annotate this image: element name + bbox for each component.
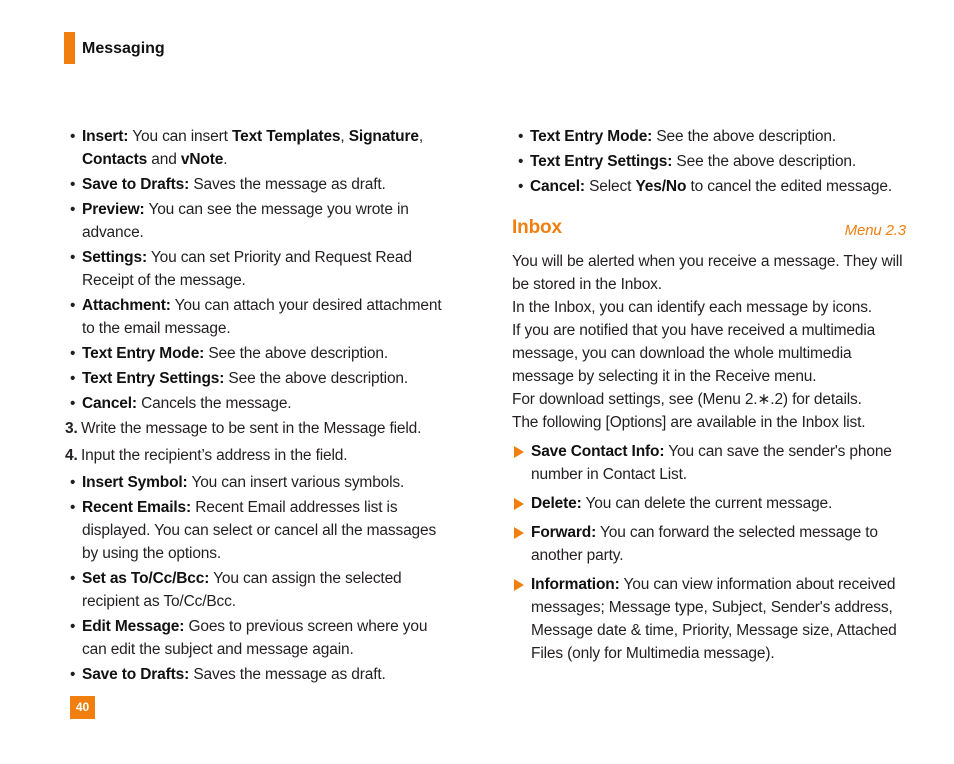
bullet-insert bbox=[64, 125, 454, 171]
page-number-badge: 40 bbox=[70, 696, 95, 719]
inbox-section-header bbox=[512, 216, 912, 246]
step-text: Input the recipient’s address in the field. bbox=[81, 447, 348, 464]
bullet-label: Set as To/Cc/Bcc: bbox=[82, 570, 210, 587]
keyword-contacts: Contacts bbox=[82, 151, 148, 168]
option-text: You can save the sender's phone number in Contact List. bbox=[531, 443, 892, 483]
bullet-text: You can see the message you wrote in advance. bbox=[82, 201, 409, 241]
bullet-label: Text Entry Settings: bbox=[82, 370, 225, 387]
bullet-text: See the above description. bbox=[204, 345, 388, 362]
bullet-preview bbox=[64, 198, 454, 244]
left-column bbox=[64, 125, 454, 688]
keyword-vnote: vNote bbox=[180, 151, 224, 168]
bullet-edit-message bbox=[64, 615, 454, 661]
bullet-text: See the above description. bbox=[652, 128, 836, 145]
bullet-save-to-drafts-2 bbox=[64, 663, 454, 686]
bullet-text: You can assign the selected recipient as To/Cc/Bcc. bbox=[82, 570, 402, 610]
bullet-text-entry-settings bbox=[64, 367, 454, 390]
option-label: Delete: bbox=[531, 495, 582, 512]
section-title: Inbox bbox=[512, 217, 562, 238]
inbox-paragraph: The following [Options] are available in the Inbox list. bbox=[512, 414, 866, 431]
bullet-text: . bbox=[223, 151, 228, 168]
bullet-label: Save to Drafts: bbox=[82, 176, 190, 193]
option-forward bbox=[512, 521, 912, 567]
bullet-text: Saves the message as draft. bbox=[189, 176, 386, 193]
bullet-text: Recent Email addresses list is displayed. You can select or cancel all the massages by using the options. bbox=[82, 499, 437, 562]
step-text: Write the message to be sent in the Message field. bbox=[81, 420, 422, 437]
orange-arrow-icon bbox=[514, 579, 524, 591]
bullet-set-as-to-cc-bcc bbox=[64, 567, 454, 613]
menu-reference: Menu 2.3 bbox=[844, 222, 906, 239]
bullet-text: Saves the message as draft. bbox=[189, 666, 386, 683]
orange-arrow-icon bbox=[514, 446, 524, 458]
bullet-label: Settings: bbox=[82, 249, 147, 266]
bullet-text-entry-mode bbox=[64, 342, 454, 365]
bullet-text: You can insert various symbols. bbox=[187, 474, 405, 491]
bullet-text: Goes to previous screen where you can edit the subject and message again. bbox=[82, 618, 428, 658]
step-4 bbox=[64, 444, 454, 467]
bullet-text: You can attach your desired attachment to the email message. bbox=[82, 297, 442, 337]
inbox-paragraph: If you are notified that you have received a multimedia message, you can download the whole multimedia message by selecting it in the Receive menu. bbox=[512, 322, 876, 385]
inbox-paragraph: You will be alerted when you receive a message. They will be stored in the Inbox. bbox=[512, 253, 903, 293]
option-label: Forward: bbox=[531, 524, 597, 541]
bullet-label: Insert: bbox=[82, 128, 129, 145]
bullet-settings bbox=[64, 246, 454, 292]
bullet-text: to cancel the edited message. bbox=[686, 178, 893, 195]
bullet-text: Cancels the message. bbox=[136, 395, 292, 412]
step-number: 4. bbox=[65, 447, 78, 464]
option-text: You can forward the selected message to another party. bbox=[531, 524, 878, 564]
orange-arrow-icon bbox=[514, 498, 524, 510]
keyword-separator: / bbox=[661, 178, 666, 195]
bullet-label: Recent Emails: bbox=[82, 499, 192, 516]
option-text: You can view information about received messages; Message type, Subject, Sender's address, Message date & time, Priority, Message size, Attached Files (only for Multimedia message). bbox=[531, 576, 897, 662]
bullet-label: Text Entry Mode: bbox=[82, 345, 205, 362]
option-text: You can delete the current message. bbox=[581, 495, 833, 512]
bullet-label: Insert Symbol: bbox=[82, 474, 188, 491]
bullet-attachment bbox=[64, 294, 454, 340]
bullet-label: Cancel: bbox=[82, 395, 137, 412]
bullet-recent-emails bbox=[64, 496, 454, 565]
keyword-text-templates: Text Templates bbox=[231, 128, 341, 145]
option-information bbox=[512, 573, 912, 665]
header-accent-bar bbox=[64, 32, 75, 64]
bullet-text: , bbox=[418, 128, 424, 145]
page-header-title: Messaging bbox=[82, 40, 165, 57]
orange-arrow-icon bbox=[514, 527, 524, 539]
bullet-label: Attachment: bbox=[82, 297, 171, 314]
keyword-signature: Signature bbox=[348, 128, 419, 145]
option-delete bbox=[512, 492, 912, 515]
step-3 bbox=[64, 417, 454, 440]
bullet-label: Edit Message: bbox=[82, 618, 185, 635]
bullet-text: , bbox=[340, 128, 349, 145]
right-column bbox=[512, 125, 912, 671]
bullet-insert-symbol bbox=[64, 471, 454, 494]
bullet-cancel bbox=[64, 392, 454, 415]
option-label: Save Contact Info: bbox=[531, 443, 665, 460]
bullet-text-entry-settings bbox=[512, 150, 912, 173]
bullet-text: See the above description. bbox=[224, 370, 409, 387]
keyword-yes: Yes bbox=[635, 178, 662, 195]
bullet-label: Save to Drafts: bbox=[82, 666, 190, 683]
inbox-paragraph: In the Inbox, you can identify each message by icons. bbox=[512, 299, 872, 316]
bullet-text: See the above description. bbox=[672, 153, 857, 170]
bullet-label: Cancel: bbox=[530, 178, 585, 195]
step-number: 3. bbox=[65, 420, 78, 437]
bullet-label: Preview: bbox=[82, 201, 145, 218]
bullet-save-to-drafts bbox=[64, 173, 454, 196]
bullet-text: You can insert bbox=[128, 128, 232, 145]
bullet-text: and bbox=[147, 151, 181, 168]
option-label: Information: bbox=[531, 576, 620, 593]
bullet-label: Text Entry Mode: bbox=[530, 128, 653, 145]
bullet-text: You can set Priority and Request Read Receipt of the message. bbox=[82, 249, 412, 289]
inbox-paragraph: For download settings, see (Menu 2.∗.2) for details. bbox=[512, 391, 862, 408]
bullet-text-entry-mode bbox=[512, 125, 912, 148]
bullet-label: Text Entry Settings: bbox=[530, 153, 673, 170]
option-save-contact-info bbox=[512, 440, 912, 486]
keyword-no: No bbox=[665, 178, 687, 195]
bullet-text: Select bbox=[584, 178, 636, 195]
bullet-cancel bbox=[512, 175, 912, 198]
